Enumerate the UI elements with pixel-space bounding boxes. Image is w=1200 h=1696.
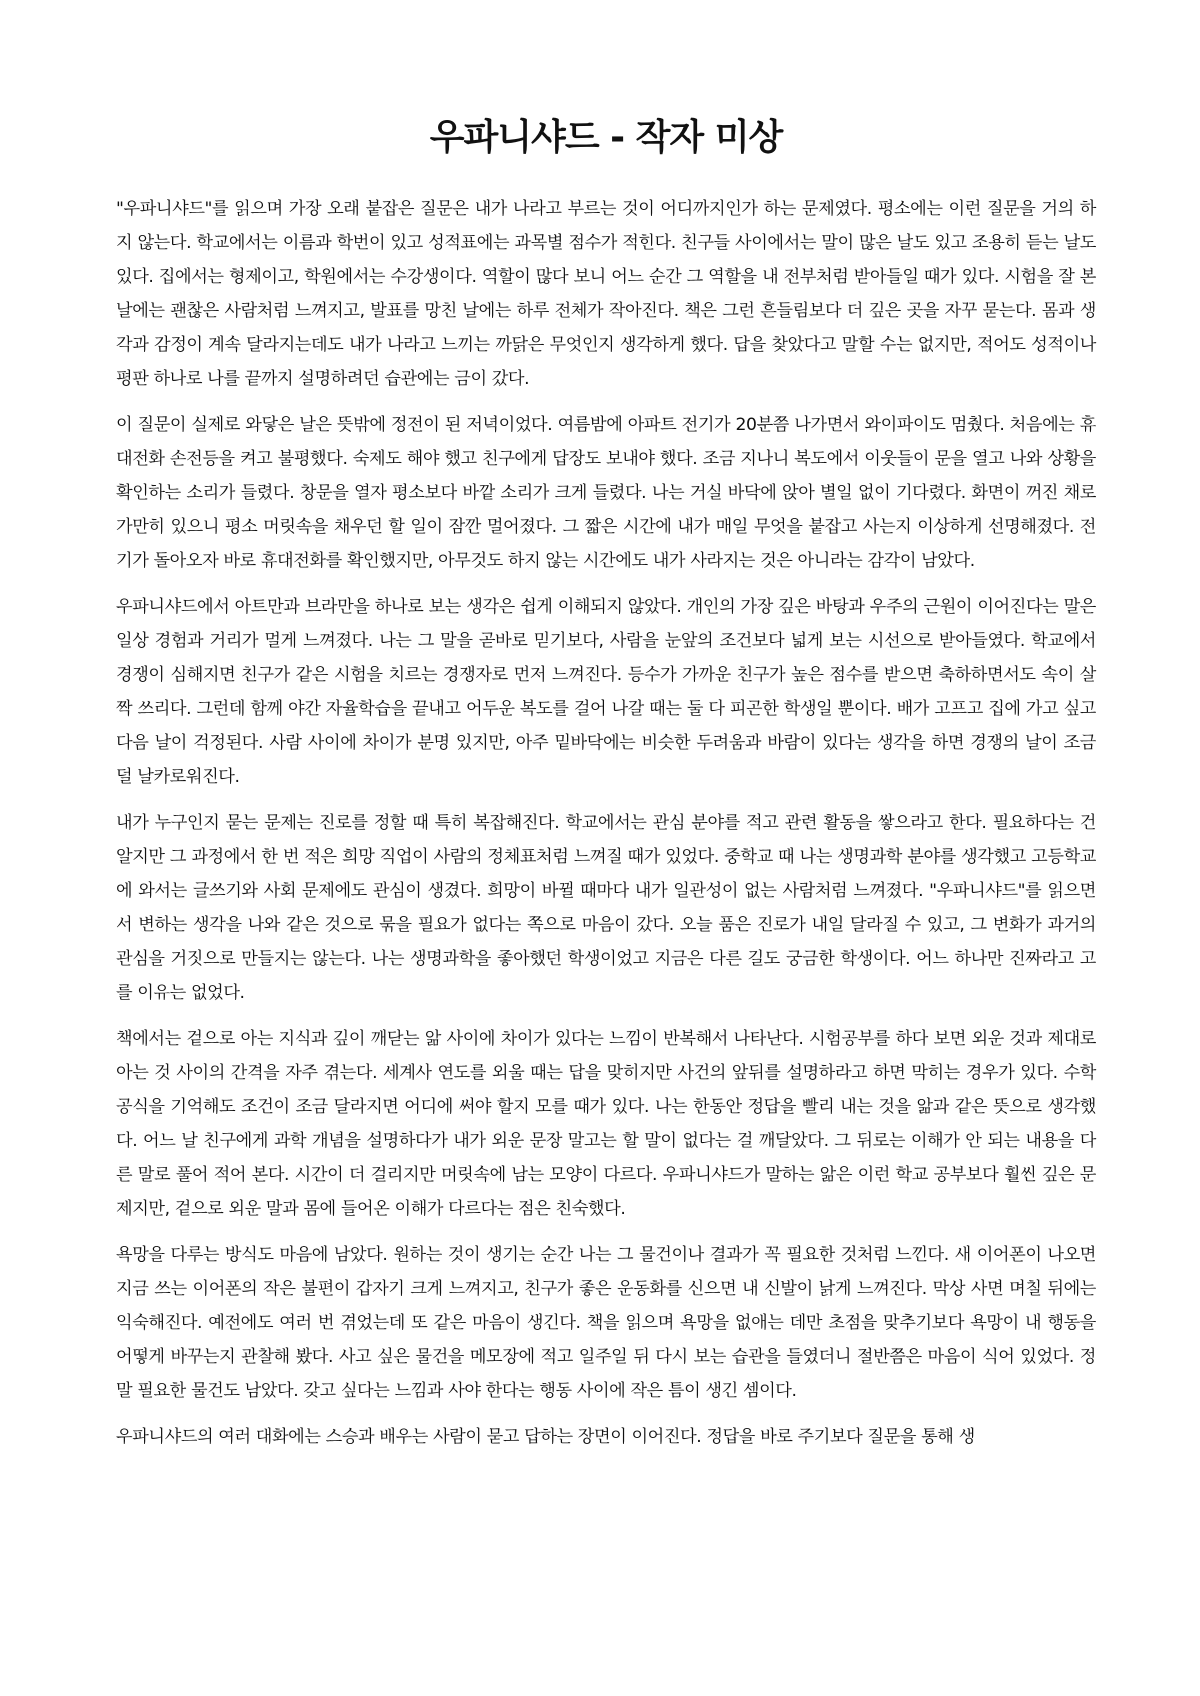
document-title: 우파니샤드 - 작자 미상 bbox=[429, 117, 783, 158]
body-paragraph-4: 내가 누구인지 묻는 문제는 진로를 정할 때 특히 복잡해진다. 학교에서는 관심 분야를 적고 관련 활동을 쌓으라고 한다. 필요하다는 건 알지만 그 과정에서 한 번 적은 희망 직업이 사람의 정체표처럼 느껴질 때가 있었다. 중학교 때 나는 생명과학 분야를 생각했고 고등학교에 와서는 글쓰기와 사회 문제에도 관심이 생겼다. 희망이 바뀔 때마다 내가 일관성이 없는 사람처럼 느껴졌다. "우파니샤드"를 읽으면서 변하는 생각을 나와 같은 것으로 묶을 필요가 없다는 쪽으로 마음이 갔다. 오늘 품은 진로가 내일 달라질 수 있고, 그 변화가 과거의 관심을 거짓으로 만들지는 않는다. 나는 생명과학을 좋아했던 학생이었고 지금은 다른 길도 궁금한 학생이다. 어느 하나만 진짜라고 고를 이유는 없었다. bbox=[116, 813, 1096, 1003]
body-paragraph-6: 욕망을 다루는 방식도 마음에 남았다. 원하는 것이 생기는 순간 나는 그 물건이나 결과가 꼭 필요한 것처럼 느낀다. 새 이어폰이 나오면 지금 쓰는 이어폰의 작은 불편이 갑자기 크게 느껴지고, 친구가 좋은 운동화를 신으면 내 신발이 낡게 느껴진다. 막상 사면 며칠 뒤에는 익숙해진다. 예전에도 여러 번 겪었는데 또 같은 마음이 생긴다. 책을 읽으며 욕망을 없애는 데만 초점을 맞추기보다 욕망이 내 행동을 어떻게 바꾸는지 관찰해 봤다. 사고 싶은 물건을 메모장에 적고 일주일 뒤 다시 보는 습관을 들였더니 절반쯤은 마음이 식어 있었다. 정말 필요한 물건도 남았다. 갖고 싶다는 느낌과 사야 한다는 행동 사이에 작은 틈이 생긴 셈이다. bbox=[116, 1245, 1096, 1401]
body-paragraph-1: "우파니샤드"를 읽으며 가장 오래 붙잡은 질문은 내가 나라고 부르는 것이 어디까지인가 하는 문제였다. 평소에는 이런 질문을 거의 하지 않는다. 학교에서는 이름과 학번이 있고 성적표에는 과목별 점수가 적힌다. 친구들 사이에서는 말이 많은 날도 있고 조용히 듣는 날도 있다. 집에서는 형제이고, 학원에서는 수강생이다. 역할이 많다 보니 어느 순간 그 역할을 내 전부처럼 받아들일 때가 있다. 시험을 잘 본 날에는 괜찮은 사람처럼 느껴지고, 발표를 망친 날에는 하루 전체가 작아진다. 책은 그런 흔들림보다 더 깊은 곳을 자꾸 묻는다. 몸과 생각과 감정이 계속 달라지는데도 내가 나라고 느끼는 까닭은 무엇인지 생각하게 했다. 답을 찾았다고 말할 수는 없지만, 적어도 성적이나 평판 하나로 나를 끝까지 설명하려던 습관에는 금이 갔다. bbox=[116, 199, 1096, 389]
body-paragraph-5: 책에서는 겉으로 아는 지식과 깊이 깨닫는 앎 사이에 차이가 있다는 느낌이 반복해서 나타난다. 시험공부를 하다 보면 외운 것과 제대로 아는 것 사이의 간격을 자주 겪는다. 세계사 연도를 외울 때는 답을 맞히지만 사건의 앞뒤를 설명하라고 하면 막히는 경우가 있다. 수학 공식을 기억해도 조건이 조금 달라지면 어디에 써야 할지 모를 때가 있다. 나는 한동안 정답을 빨리 내는 것을 앎과 같은 뜻으로 생각했다. 어느 날 친구에게 과학 개념을 설명하다가 내가 외운 문장 말고는 할 말이 없다는 걸 깨달았다. 그 뒤로는 이해가 안 되는 내용을 다른 말로 풀어 적어 본다. 시간이 더 걸리지만 머릿속에 남는 모양이 다르다. 우파니샤드가 말하는 앎은 이런 학교 공부보다 훨씬 깊은 문제지만, 겉으로 외운 말과 몸에 들어온 이해가 다르다는 점은 친숙했다. bbox=[116, 1029, 1096, 1219]
body-paragraph-2: 이 질문이 실제로 와닿은 날은 뜻밖에 정전이 된 저녁이었다. 여름밤에 아파트 전기가 20분쯤 나가면서 와이파이도 멈췄다. 처음에는 휴대전화 손전등을 켜고 불평했다. 숙제도 해야 했고 친구에게 답장도 보내야 했다. 조금 지나니 복도에서 이웃들이 문을 열고 나와 상황을 확인하는 소리가 들렸다. 창문을 열자 평소보다 바깥 소리가 크게 들렸다. 나는 거실 바닥에 앉아 별일 없이 기다렸다. 화면이 꺼진 채로 가만히 있으니 평소 머릿속을 채우던 할 일이 잠깐 멀어졌다. 그 짧은 시간에 내가 매일 무엇을 붙잡고 사는지 이상하게 선명해졌다. 전기가 돌아오자 바로 휴대전화를 확인했지만, 아무것도 하지 않는 시간에도 내가 사라지는 것은 아니라는 감각이 남았다. bbox=[116, 415, 1096, 571]
body-paragraph-7: 우파니샤드의 여러 대화에는 스승과 배우는 사람이 묻고 답하는 장면이 이어진다. 정답을 바로 주기보다 질문을 통해 생 bbox=[116, 1427, 975, 1447]
body-paragraph-3: 우파니샤드에서 아트만과 브라만을 하나로 보는 생각은 쉽게 이해되지 않았다. 개인의 가장 깊은 바탕과 우주의 근원이 이어진다는 말은 일상 경험과 거리가 멀게 느껴졌다. 나는 그 말을 곧바로 믿기보다, 사람을 눈앞의 조건보다 넓게 보는 시선으로 받아들였다. 학교에서 경쟁이 심해지면 친구가 같은 시험을 치르는 경쟁자로 먼저 느껴진다. 등수가 가까운 친구가 높은 점수를 받으면 축하하면서도 속이 살짝 쓰리다. 그런데 함께 야간 자율학습을 끝내고 어두운 복도를 걸어 나갈 때는 둘 다 피곤한 학생일 뿐이다. 배가 고프고 집에 가고 싶고 다음 날이 걱정된다. 사람 사이에 차이가 분명 있지만, 아주 밑바닥에는 비슷한 두려움과 바람이 있다는 생각을 하면 경쟁의 날이 조금 덜 날카로워진다. bbox=[116, 597, 1096, 787]
